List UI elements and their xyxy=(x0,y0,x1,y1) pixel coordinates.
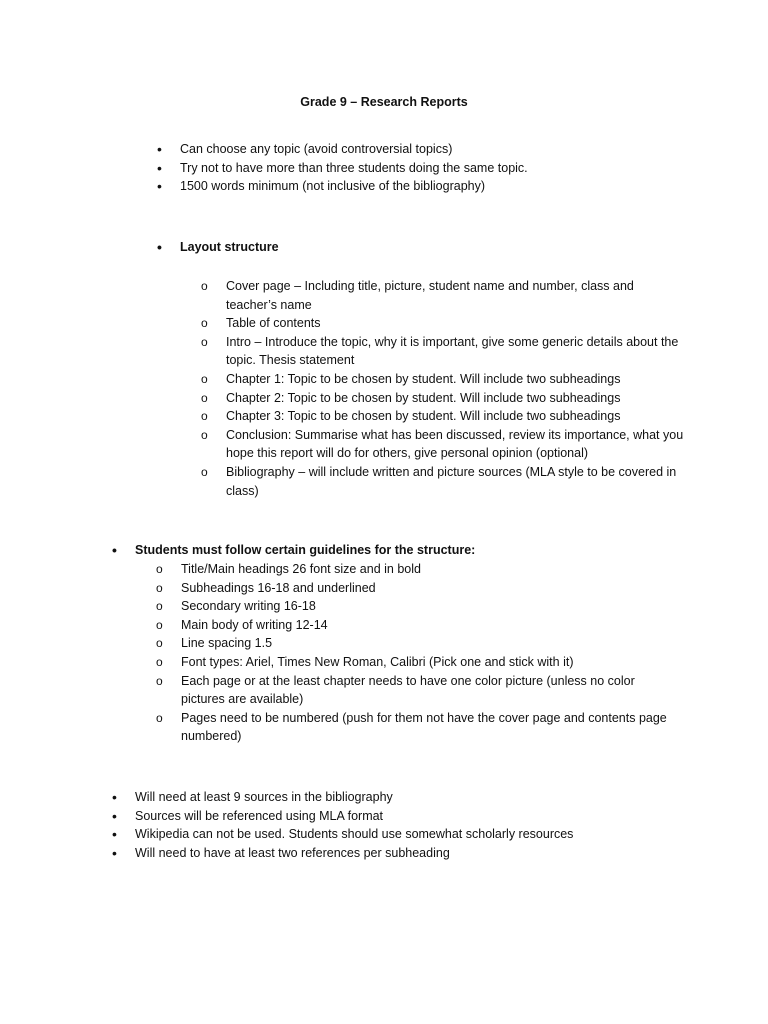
intro-item: • Can choose any topic (avoid controversial topics) xyxy=(180,140,700,159)
layout-list xyxy=(226,277,688,500)
intro-list xyxy=(180,140,700,196)
layout-item: o Chapter 2: Topic to be chosen by student. Will include two subheadings xyxy=(226,389,688,408)
layout-item: o Chapter 1: Topic to be chosen by student. Will include two subheadings xyxy=(226,370,688,389)
guideline-item: o Subheadings 16-18 and underlined xyxy=(181,579,681,598)
sources-item: • Wikipedia can not be used. Students should use somewhat scholarly resources xyxy=(135,825,695,844)
sources-item: • Sources will be referenced using MLA format xyxy=(135,807,695,826)
layout-item: o Intro – Introduce the topic, why it is important, give some generic details about the topic. Thesis statement xyxy=(226,333,688,370)
layout-heading-list xyxy=(180,238,700,257)
layout-item: o Bibliography – will include written and picture sources (MLA style to be covered in class) xyxy=(226,463,688,500)
guideline-item: o Font types: Ariel, Times New Roman, Calibri (Pick one and stick with it) xyxy=(181,653,681,672)
guidelines-heading-list xyxy=(135,541,695,560)
guidelines-list xyxy=(181,560,681,746)
layout-item: o Table of contents xyxy=(226,314,688,333)
intro-item: • Try not to have more than three students doing the same topic. xyxy=(180,159,700,178)
sources-list xyxy=(135,788,695,862)
guideline-item: o Each page or at the least chapter needs to have one color picture (unless no color pictures are available) xyxy=(181,672,681,709)
layout-item: o Conclusion: Summarise what has been discussed, review its importance, what you hope this report will do for others, give personal opinion (optional) xyxy=(226,426,688,463)
guideline-item: o Pages need to be numbered (push for them not have the cover page and contents page numbered) xyxy=(181,709,681,746)
sources-item: • Will need to have at least two references per subheading xyxy=(135,844,695,863)
guideline-item: o Secondary writing 16-18 xyxy=(181,597,681,616)
guideline-item: o Line spacing 1.5 xyxy=(181,634,681,653)
guideline-item: o Title/Main headings 26 font size and in bold xyxy=(181,560,681,579)
guideline-item: o Main body of writing 12-14 xyxy=(181,616,681,635)
sources-item: • Will need at least 9 sources in the bibliography xyxy=(135,788,695,807)
guidelines-heading: • Students must follow certain guidelines for the structure: xyxy=(135,541,695,560)
layout-item: o Chapter 3: Topic to be chosen by student. Will include two subheadings xyxy=(226,407,688,426)
layout-heading: • Layout structure xyxy=(180,238,700,257)
document-title: Grade 9 – Research Reports xyxy=(300,95,468,109)
layout-item: o Cover page – Including title, picture, student name and number, class and teacher’s name xyxy=(226,277,688,314)
intro-item: • 1500 words minimum (not inclusive of the bibliography) xyxy=(180,177,700,196)
